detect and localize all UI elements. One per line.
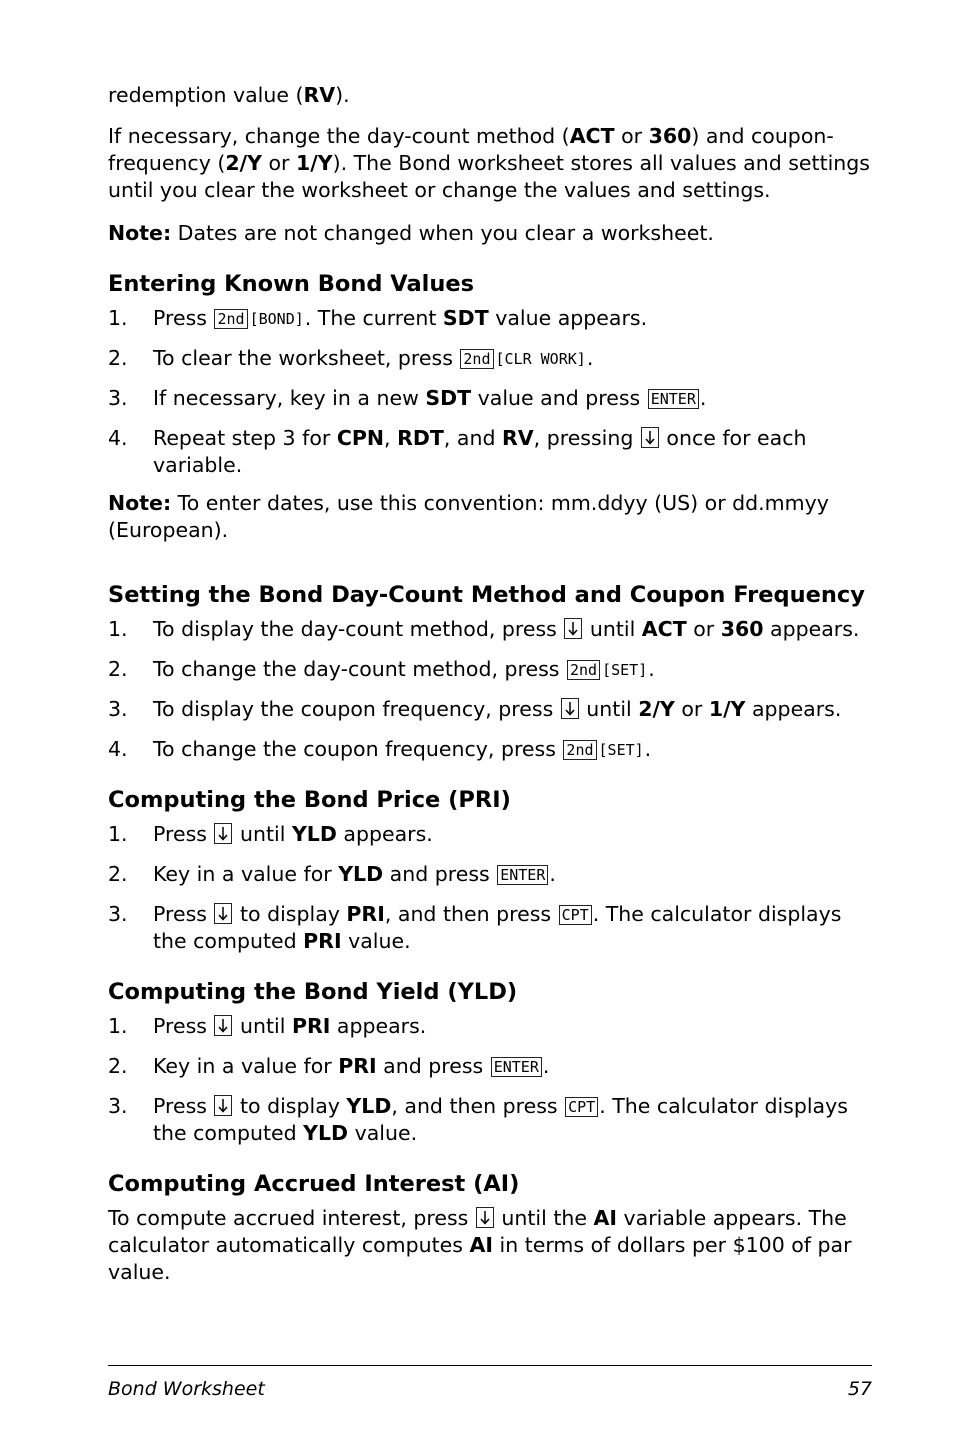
list-item (108, 656, 872, 683)
text: Press (153, 306, 214, 330)
text: or (614, 124, 649, 148)
down-arrow-key-icon (641, 427, 659, 448)
text: ). The Bond worksheet stores all values and settings until you clear the worksheet or change the values and settings. (108, 151, 870, 202)
text: Press (153, 902, 214, 926)
text: appears. (330, 1014, 427, 1038)
text: Key in a value for (153, 862, 339, 886)
down-arrow-key-icon (214, 1095, 232, 1116)
down-arrow-key-icon (214, 1015, 232, 1036)
text: Press (153, 822, 214, 846)
text: . The calculator displays the computed (153, 902, 842, 953)
text: To change the coupon frequency, press (153, 737, 563, 761)
step-number: 3. (108, 386, 128, 410)
text: To display the coupon frequency, press (153, 697, 560, 721)
footer-divider (108, 1365, 872, 1366)
term-yld: YLD (303, 1121, 349, 1145)
step-number: 1. (108, 1014, 128, 1038)
note-label: Note: (108, 221, 172, 245)
intro-line (108, 82, 872, 109)
list-item (108, 385, 872, 412)
step-number: 3. (108, 1094, 128, 1118)
text: or (261, 151, 296, 175)
text: and press (376, 1054, 490, 1078)
term-yld: YLD (291, 822, 337, 846)
text: , and then press (384, 902, 558, 926)
text: . (586, 346, 594, 370)
term-rv: RV (502, 426, 534, 450)
text: variable appears. The calculator automatically computes (108, 1206, 847, 1257)
text: . (648, 657, 655, 681)
text: value and press (471, 386, 647, 410)
term-act: ACT (641, 617, 687, 641)
key-enter: ENTER (491, 1057, 542, 1077)
text: to display (233, 1094, 347, 1118)
term-yld: YLD (338, 862, 384, 886)
down-arrow-key-icon (476, 1207, 494, 1228)
text: redemption value ( (108, 83, 304, 107)
text: Press (153, 1014, 214, 1038)
term-cpn: CPN (336, 426, 385, 450)
step-number: 2. (108, 1054, 128, 1078)
list-item (108, 616, 872, 643)
note-text: Dates are not changed when you clear a worksheet. (171, 221, 714, 245)
text: until (583, 617, 642, 641)
accrued-interest-paragraph (108, 1205, 872, 1286)
term-2y: 2/Y (638, 697, 675, 721)
term-pri: PRI (291, 1014, 331, 1038)
list-item (108, 821, 872, 848)
intro-paragraph (108, 123, 872, 204)
term-pri: PRI (346, 902, 385, 926)
text: . The current (304, 306, 443, 330)
footer-section-title: Bond Worksheet (108, 1378, 265, 1400)
text: , pressing (533, 426, 640, 450)
text: value. (341, 929, 411, 953)
term-360: 360 (648, 124, 692, 148)
text: ). (335, 83, 350, 107)
term-360: 360 (720, 617, 764, 641)
term-act: ACT (569, 124, 615, 148)
text: in terms of dollars per $100 of par value. (108, 1233, 852, 1284)
term-rdt: RDT (397, 426, 444, 450)
term-pri: PRI (338, 1054, 377, 1078)
heading-bond-yield: Computing the Bond Yield (YLD) (108, 979, 518, 1005)
term-ai: AI (469, 1233, 493, 1257)
step-number: 2. (108, 657, 128, 681)
step-number: 1. (108, 617, 128, 641)
text: Press (153, 1094, 214, 1118)
text: until (579, 697, 639, 721)
down-arrow-key-icon (564, 618, 582, 639)
steps-entering-values (108, 305, 872, 479)
step-number: 4. (108, 426, 128, 450)
key-cpt: CPT (565, 1097, 598, 1117)
list-item (108, 305, 872, 332)
term-yld: YLD (346, 1094, 392, 1118)
key-cpt: CPT (559, 905, 592, 925)
note-text: To enter dates, use this convention: mm.ddyy (US) or dd.mmyy (European). (108, 491, 829, 542)
text: If necessary, change the day-count method ( (108, 124, 570, 148)
text: appears. (336, 822, 433, 846)
text: To compute accrued interest, press (108, 1206, 475, 1230)
text: If necessary, key in a new (153, 386, 426, 410)
list-item (108, 345, 872, 372)
step-number: 3. (108, 697, 128, 721)
text: . (549, 862, 556, 886)
list-item (108, 1093, 872, 1147)
text: , and then press (391, 1094, 565, 1118)
text: ) and coupon-frequency ( (108, 124, 834, 175)
text: value appears. (488, 306, 648, 330)
text: . (644, 737, 652, 761)
text: . (542, 1054, 550, 1078)
heading-entering-values: Entering Known Bond Values (108, 271, 475, 297)
list-item (108, 1013, 872, 1040)
note-dates (108, 220, 872, 247)
text: until the (494, 1206, 594, 1230)
text: and press (383, 862, 497, 886)
step-number: 2. (108, 346, 128, 370)
key-2nd: 2nd (567, 660, 600, 680)
down-arrow-key-icon (214, 823, 232, 844)
page-content (108, 82, 872, 1286)
term-sdt: SDT (442, 306, 489, 330)
key-set: [ SET ] (599, 741, 644, 759)
heading-day-count: Setting the Bond Day-Count Method and Coupon Frequency (108, 582, 865, 608)
key-2nd: 2nd (214, 309, 247, 329)
text: until (233, 1014, 292, 1038)
page-number: 57 (847, 1378, 872, 1400)
note-label: Note: (108, 491, 172, 515)
text: until (233, 822, 292, 846)
down-arrow-key-icon (561, 698, 579, 719)
down-arrow-key-icon (214, 903, 232, 924)
text: value. (348, 1121, 418, 1145)
step-number: 1. (108, 822, 128, 846)
list-item (108, 901, 872, 955)
heading-bond-price: Computing the Bond Price (PRI) (108, 787, 511, 813)
text: , and (443, 426, 503, 450)
steps-bond-yield (108, 1013, 872, 1147)
term-rv: RV (303, 83, 336, 107)
note-date-convention (108, 490, 872, 544)
key-enter: ENTER (497, 865, 548, 885)
text: To change the day-count method, press (153, 657, 566, 681)
steps-bond-price (108, 821, 872, 955)
list-item (108, 736, 872, 763)
text: once for each variable. (153, 426, 807, 477)
key-enter: ENTER (648, 389, 699, 409)
text: appears. (763, 617, 860, 641)
steps-day-count (108, 616, 872, 763)
term-sdt: SDT (425, 386, 472, 410)
text: To clear the worksheet, press (153, 346, 460, 370)
list-item (108, 861, 872, 888)
text: or (686, 617, 721, 641)
list-item (108, 425, 872, 479)
text: To display the day-count method, press (153, 617, 564, 641)
list-item (108, 696, 872, 723)
step-number: 1. (108, 306, 128, 330)
key-2nd: 2nd (460, 349, 493, 369)
text: . (699, 386, 707, 410)
heading-accrued-interest: Computing Accrued Interest (AI) (108, 1171, 520, 1197)
text: , (384, 426, 398, 450)
term-ai: AI (593, 1206, 617, 1230)
text: to display (233, 902, 347, 926)
text: Repeat step 3 for (153, 426, 337, 450)
term-pri: PRI (303, 929, 342, 953)
key-bond: [ BOND ] (250, 310, 304, 328)
key-set: [ SET ] (602, 661, 647, 679)
step-number: 4. (108, 737, 128, 761)
step-number: 2. (108, 862, 128, 886)
text: . The calculator displays the computed (153, 1094, 848, 1145)
key-clr-work: [ CLR WORK ] (496, 350, 586, 368)
list-item (108, 1053, 872, 1080)
text: appears. (745, 697, 842, 721)
term-2y: 2/Y (225, 151, 262, 175)
term-1y: 1/Y (708, 697, 746, 721)
text: or (674, 697, 709, 721)
step-number: 3. (108, 902, 128, 926)
term-1y: 1/Y (295, 151, 333, 175)
text: Key in a value for (153, 1054, 339, 1078)
key-2nd: 2nd (563, 740, 596, 760)
